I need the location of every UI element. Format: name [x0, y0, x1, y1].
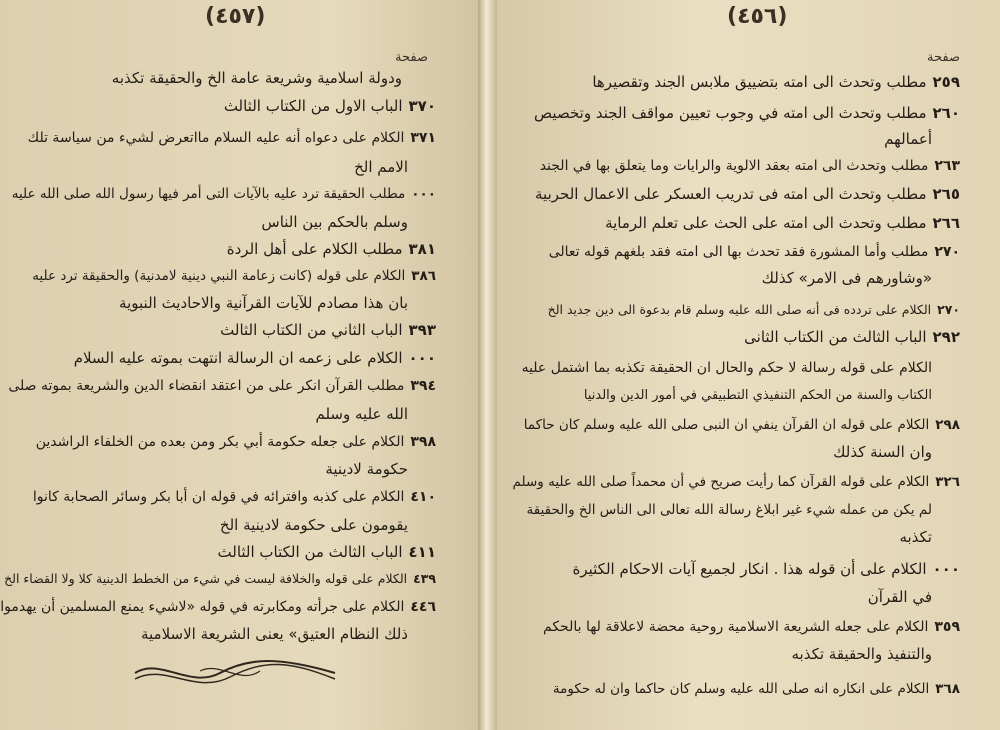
toc-entry: ٢٩٨الكلام على قوله ان القرآن ينفي ان النبى صلى الله عليه وسلم كان حاكما: [523, 417, 960, 433]
page-number: (٤٥٧): [205, 4, 266, 29]
toc-entry: ٣٥٩الكلام على جعله الشريعة الاسلامية روحية محضة لاعلاقة لها بالحكم: [543, 619, 960, 635]
toc-entry-continuation: الكلام على قوله رسالة لا حكم والحال ان الحقيقة تكذبه بما اشتمل عليه: [521, 360, 932, 376]
toc-entry-continuation: بان هذا مصادم للآيات القرآنية والاحاديث النبوية: [119, 294, 408, 312]
toc-entry-continuation: ذلك النظام العتيق» يعنى الشريعة الاسلامية: [140, 625, 408, 643]
column-header: صفحة: [927, 50, 960, 65]
toc-entry: ٣٨١مطلب الكلام على أهل الردة: [226, 240, 436, 258]
toc-entry-continuation: والتنفيذ والحقيقة تكذبه: [791, 645, 932, 663]
toc-entry: ٣٧٠الباب الاول من الكتاب الثالث: [223, 97, 436, 115]
toc-entry: ٣٩٣الباب الثاني من الكتاب الثالث: [220, 321, 436, 339]
toc-entry: ٤٤٦الكلام على جرأته ومكابرته في قوله «لاشيء يمنع المسلمين أن يهدموا: [0, 599, 436, 615]
book-gutter: [478, 0, 497, 730]
toc-entry: ٢٦٥مطلب وتحدث الى امته فى تدريب العسكر على الاعمال الحربية: [535, 185, 960, 203]
toc-entry-continuation: لم يكن من عمله شيء غير ابلاغ رسالة الله تعالى الى الناس الخ والحقيقة: [526, 502, 932, 518]
toc-entry-continuation: وان السنة كذلك: [833, 443, 932, 461]
toc-entry: ٣٢٦الكلام على قوله القرآن كما رأيت صريح في أن محمداً صلى الله عليه وسلم: [512, 474, 960, 490]
column-header: صفحة: [395, 50, 428, 65]
toc-entry: ٢٦٣مطلب وتحدث الى امته بعقد الالوية والرايات وما يتعلق بها في الجند: [539, 158, 960, 174]
toc-entry-continuation: أعمالهم: [884, 130, 932, 148]
toc-entry-continuation: الله عليه وسلم: [315, 405, 408, 423]
toc-entry: ٢٦٦مطلب وتحدث الى امته على الحث على تعلم الرماية: [605, 214, 960, 232]
toc-entry-continuation: تكذبه: [899, 528, 932, 546]
toc-entry-continuation: الامم الخ: [354, 158, 408, 176]
toc-entry-continuation: يقومون على حكومة لادينية الخ: [219, 516, 408, 534]
toc-entry: ٤١١الباب الثالث من الكتاب الثالث: [217, 543, 436, 561]
toc-entry-continuation: وسلم بالحكم بين الناس: [261, 213, 408, 231]
page-number: (٤٥٦): [727, 4, 788, 29]
toc-entry: ٣٨٦الكلام على قوله (كانت زعامة النبي دينية لامدنية) والحقيقة ترد عليه: [32, 268, 436, 284]
toc-entry: ٠٠٠الكلام على أن قوله هذا . انكار لجميع آيات الاحكام الكثيرة: [572, 560, 960, 578]
toc-entry: ٢٧٠مطلب وأما المشورة فقد تحدث بها الى امته فقد بلغهم قوله تعالى: [548, 244, 960, 260]
toc-entry-continuation: حكومة لادينية: [325, 460, 408, 478]
toc-entry: ٠٠٠مطلب الحقيقة ترد عليه بالآيات التى أمر فيها رسول الله صلى الله عليه: [11, 186, 436, 202]
toc-entry: ٣٦٨الكلام على انكاره انه صلى الله عليه وسلم كان حاكما وان له حكومة: [552, 681, 960, 697]
toc-entry: ٢٥٩مطلب وتحدث الى امته بتضييق ملابس الجند وتقصيرها: [592, 73, 960, 91]
toc-entry: ودولة اسلامية وشريعة عامة الخ والحقيقة تكذبه: [111, 69, 402, 87]
toc-entry: ٢٧٠الكلام على تردده فى أنه صلى الله عليه وسلم قام بدعوة الى دين جديد الخ: [547, 302, 960, 317]
toc-entry-continuation: الكتاب والسنة من الحكم التنفيذي التطبيقي في أمور الدين والدنيا: [583, 388, 932, 403]
right-page: [497, 0, 1000, 730]
toc-entry: ٠٠٠الكلام على زعمه ان الرسالة انتهت بموته عليه السلام: [73, 349, 436, 367]
toc-entry: ٣٩٤مطلب القرآن انكر على من اعتقد انقضاء الدين والشريعة بموته صلى: [8, 378, 436, 394]
toc-entry-continuation: «وشاورهم فى الامر» كذلك: [761, 269, 932, 287]
toc-entry: ٣٧١الكلام على دعواه أنه عليه السلام مااتعرض لشيء من سياسة تلك: [27, 130, 436, 146]
toc-entry: ٣٩٨الكلام على جعله حكومة أبي بكر ومن بعده من الخلفاء الراشدين: [35, 434, 436, 450]
toc-entry: ٢٦٠مطلب وتحدث الى امته في وجوب تعيين مواقف الجند وتخصيص: [534, 104, 960, 122]
left-page: [0, 0, 478, 730]
toc-entry-continuation: في القرآن: [867, 588, 932, 606]
toc-entry: ٢٩٢الباب الثالث من الكتاب الثانى: [744, 328, 960, 346]
toc-entry: ٤٣٩الكلام على قوله والخلافة ليست في شيء من الخطط الدينية كلا ولا القضاء الخ: [4, 571, 436, 586]
toc-entry: ٤١٠الكلام على كذبه وافترائه في قوله ان أبا بكر وسائر الصحابة كانوا: [32, 489, 436, 505]
decorative-ornament: [130, 655, 340, 691]
